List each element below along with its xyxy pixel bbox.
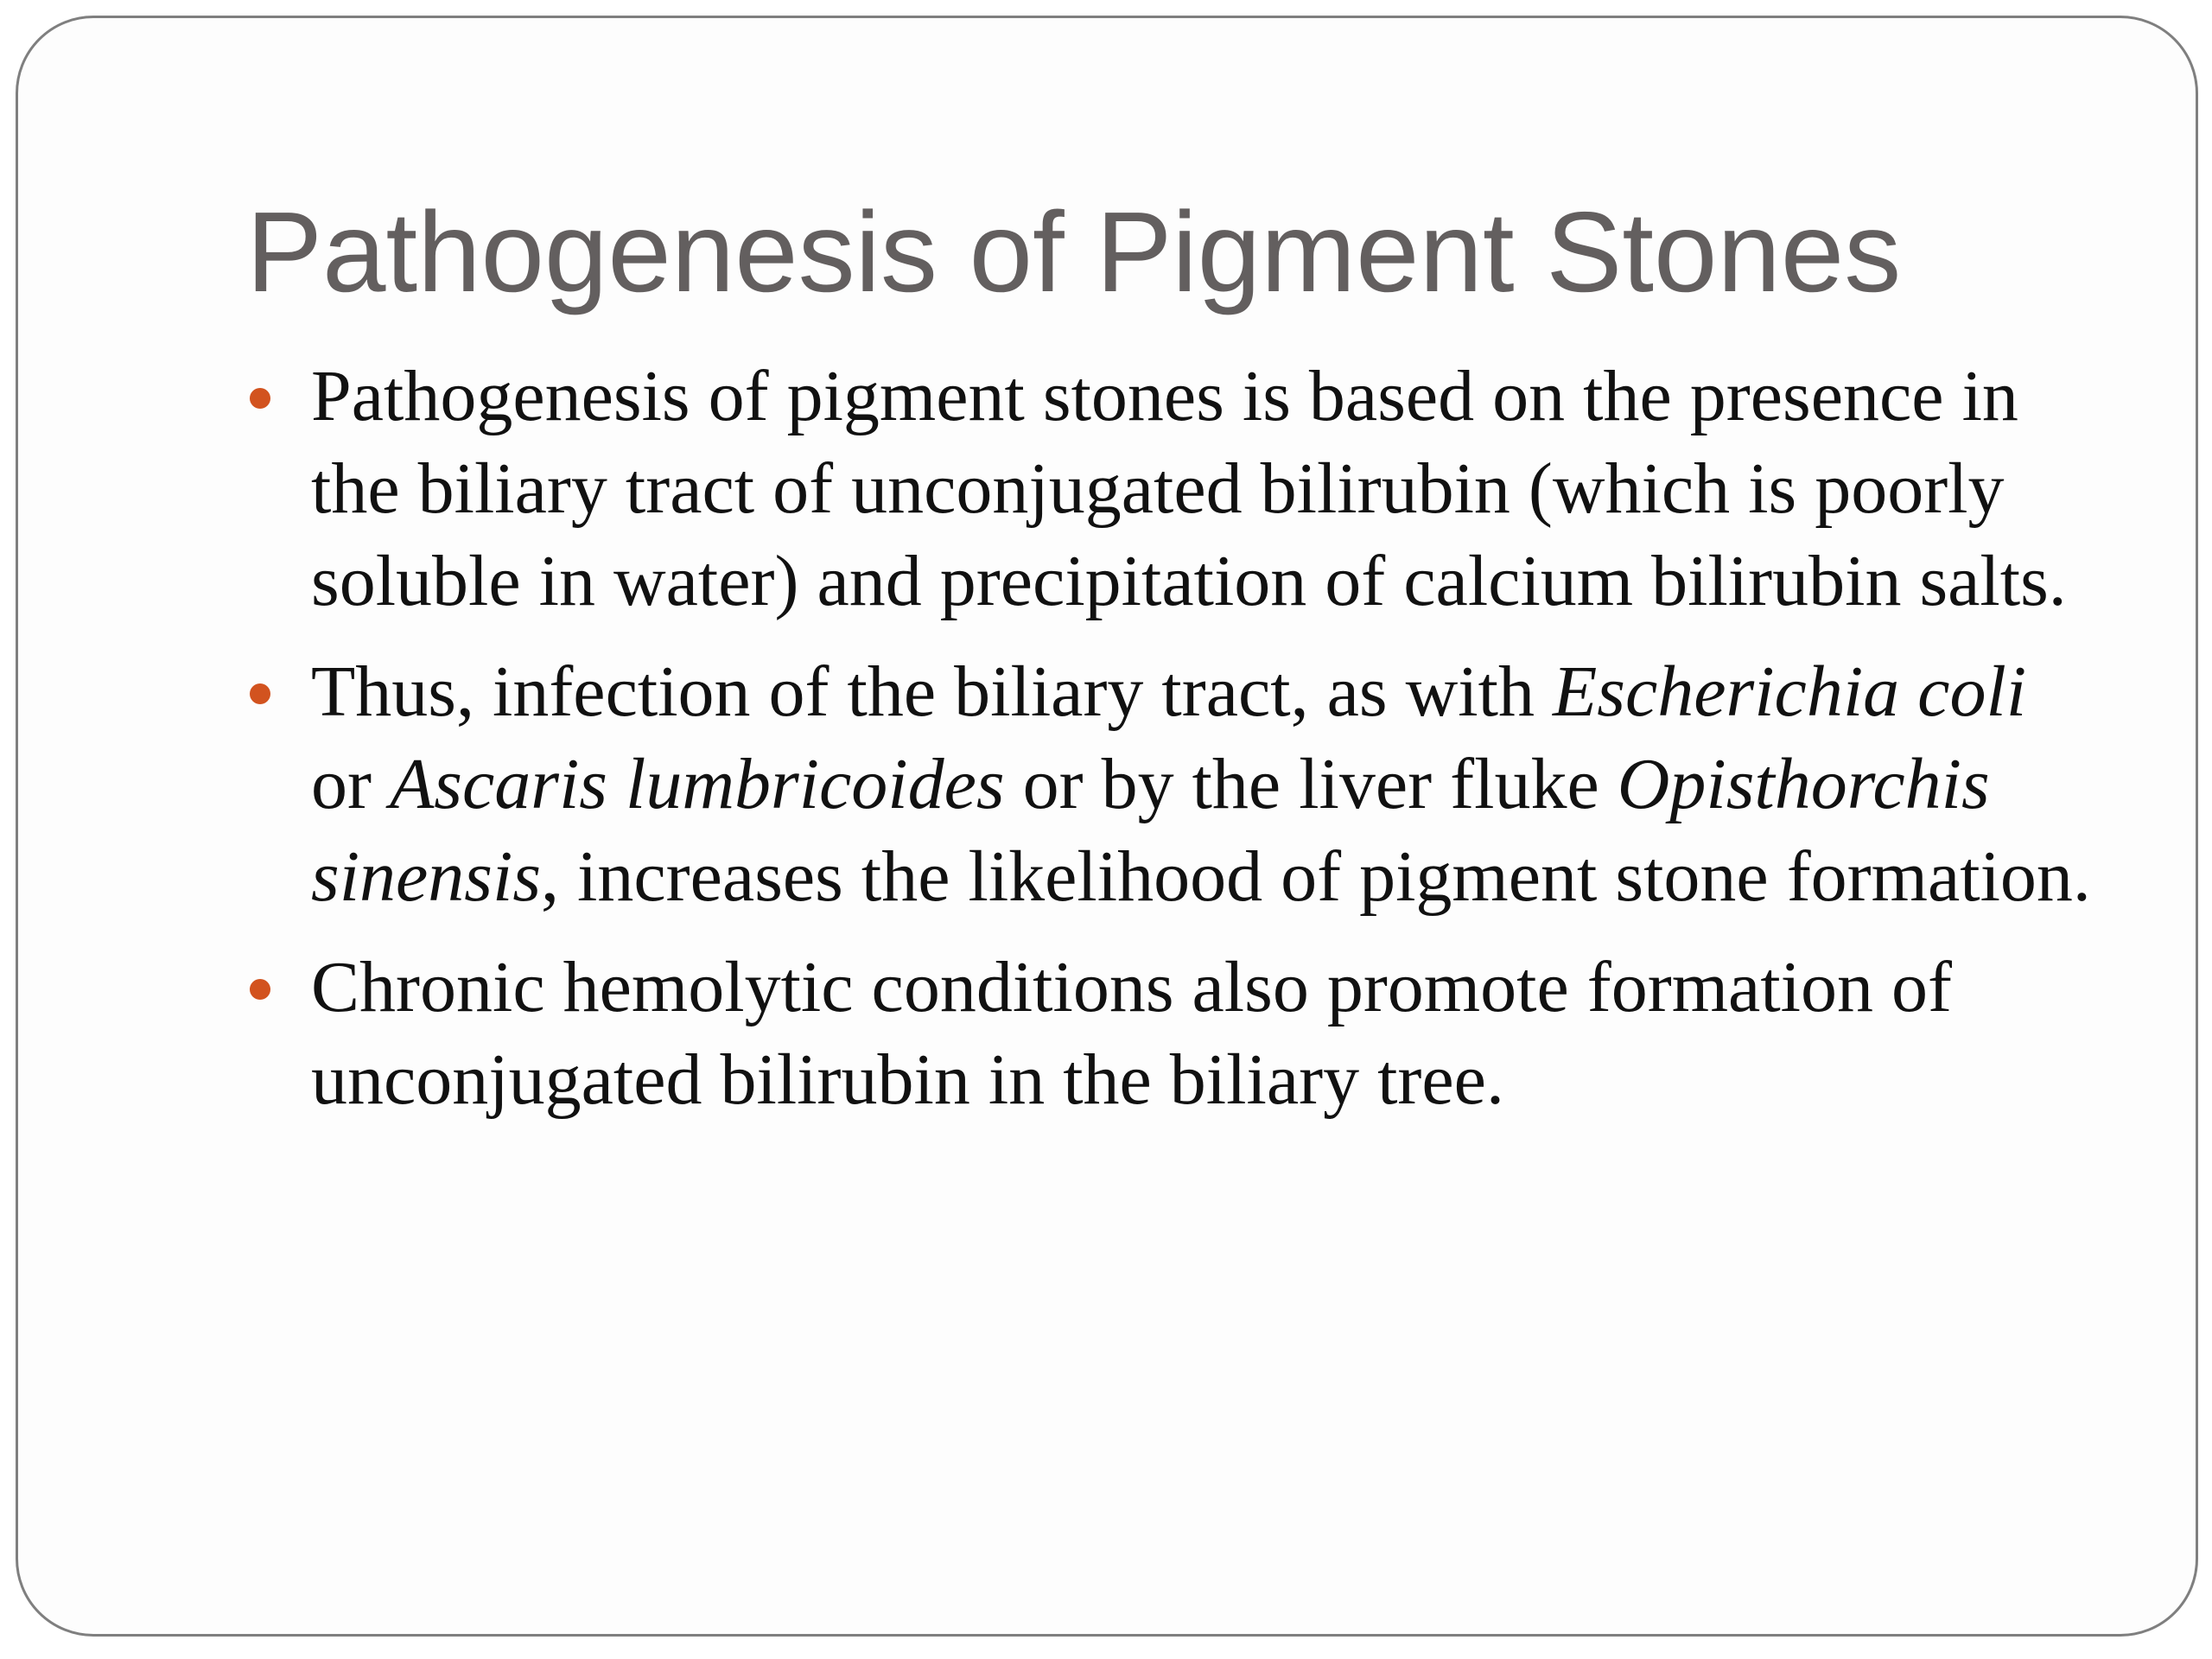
bullet-dot-icon (250, 683, 270, 704)
bullet-segment-italic: Ascaris lumbricoides (389, 744, 1005, 824)
slide-title: Pathogenesis of Pigment Stones (246, 188, 1902, 315)
bullet-segment-italic: Escherichia coli (1552, 652, 2027, 732)
bullet-segment: Pathogenesis of pigment stones is based on the presence in the biliary tract of unconjugated bilirubin (which is poorly soluble in water) and precipitation of calcium bilirubin salts. (311, 356, 2067, 621)
bullet-text (311, 356, 2067, 621)
bullet-list (242, 350, 2100, 1144)
bullet-segment: or by the liver fluke (1004, 744, 1618, 824)
bullet-segment: , increases the likelihood of pigment stone formation. (541, 836, 2091, 917)
bullet-text (311, 947, 1952, 1120)
bullet-item (242, 941, 2100, 1126)
bullet-segment: or (311, 744, 390, 824)
bullet-item (242, 645, 2100, 923)
bullet-text (311, 652, 2091, 917)
bullet-segment-italic: Opisthorchis sinensis (311, 744, 1990, 917)
bullet-segment: Thus, infection of the biliary tract, as with (311, 652, 1553, 732)
bullet-item (242, 350, 2100, 627)
bullet-dot-icon (250, 979, 270, 1000)
bullet-segment: Chronic hemolytic conditions also promote formation of unconjugated bilirubin in the biliary tree. (311, 947, 1952, 1120)
bullet-dot-icon (250, 388, 270, 409)
